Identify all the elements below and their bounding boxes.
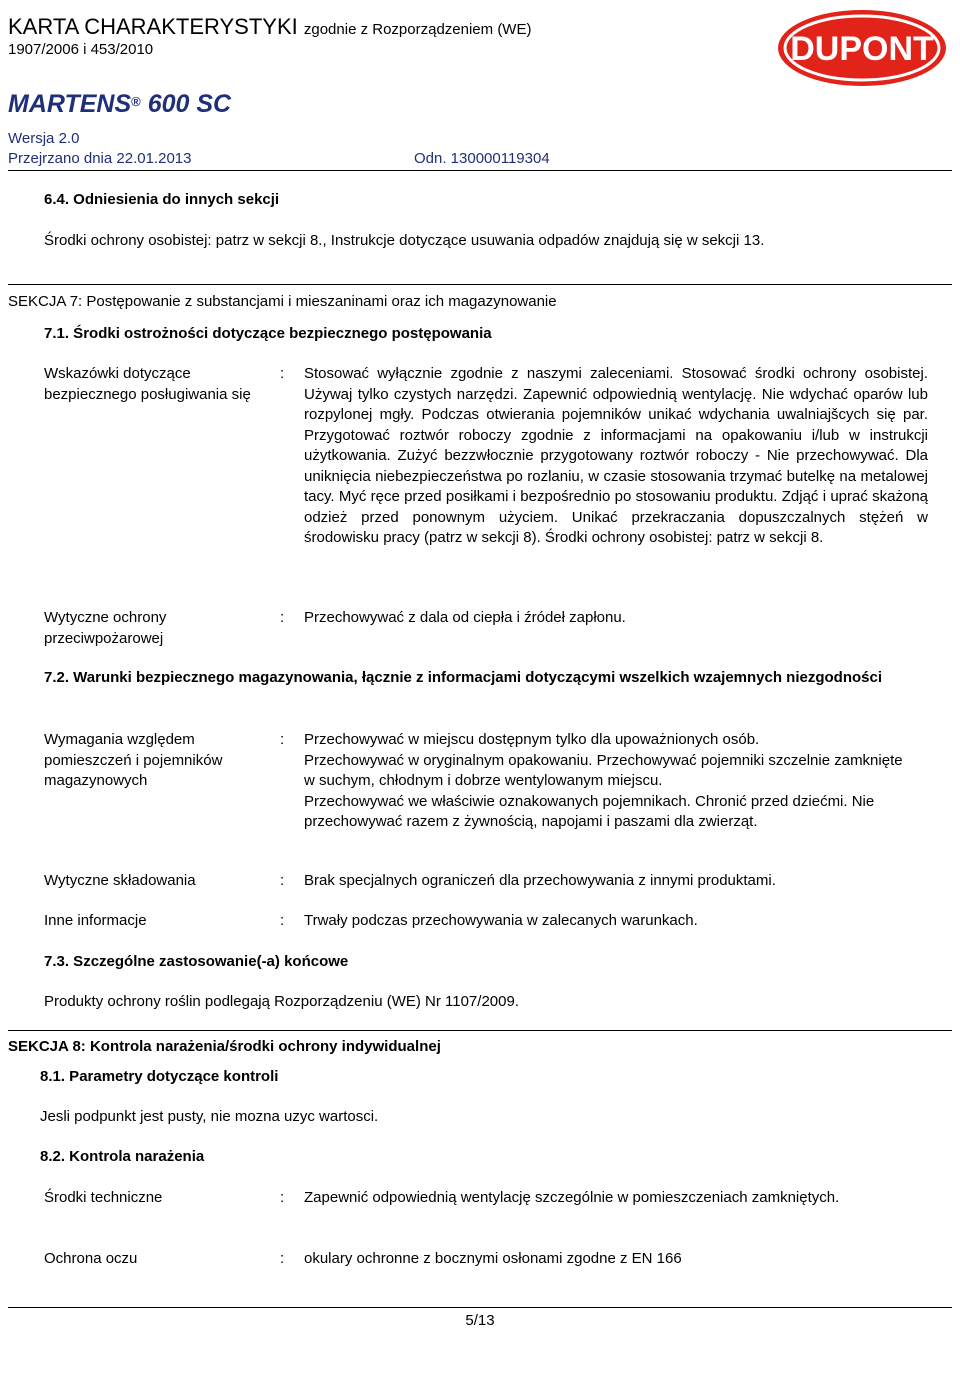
colon: : bbox=[280, 1189, 285, 1206]
document-title bbox=[8, 14, 531, 43]
s8-1-text: Jesli podpunkt jest pusty, nie mozna uzyc wartosci. bbox=[40, 1108, 379, 1125]
dupont-logo bbox=[776, 8, 948, 88]
colon: : bbox=[280, 1250, 285, 1267]
technical-measures-label: Środki techniczne bbox=[44, 1189, 163, 1206]
revision-date: Przejrzano dnia 22.01.2013 bbox=[8, 150, 192, 167]
fire-protection-label: Wytyczne ochrony przeciwpożarowej bbox=[44, 609, 167, 647]
colon: : bbox=[280, 609, 285, 626]
safe-handling-label: Wskazówki dotyczące bezpiecznego posługiwania się bbox=[44, 365, 251, 403]
s7-1-heading: 7.1. Środki ostrożności dotyczące bezpiecznego postępowania bbox=[44, 325, 492, 342]
eye-protection-label: Ochrona oczu bbox=[44, 1250, 138, 1267]
s8-1-heading: 8.1. Parametry dotyczące kontroli bbox=[40, 1068, 279, 1085]
logo-wordmark: DUPONT bbox=[790, 30, 934, 68]
safe-handling-value: Stosować wyłącznie zgodnie z naszymi zaleceniami. Stosować środki ochrony osobistej. Używaj tylko czystych narzędzi. Zapewnić odpowiednią wentylację. Nie wdychać oparów lub rozpylonej mgły. Podczas otwierania pojemników unikać wdychania uwalniajšcych się par. Przygotować roztwór roboczy zgodnie z informacjami na opakowaniu i/lub w instrukcji użytkowania. Zużyć bezzwłocznie przygotowany roztwór roboczy - Nie przechowywać. Dla uniknięcia niebezpieczeństwa po rozlaniu, w czasie stosowania trzymać butelkę na metalowej tacy. Myć ręce przed posiłkami i bezpośrednio po stosowaniu produktu. Zdjąć i uprać skażoną odzież przed ponownym użyciem. Unikać przekraczania dopuszczalnych stężeń w środowisku pracy (patrz w sekcji 8). Środki ochrony osobistej: patrz w sekcji 8. bbox=[304, 365, 928, 546]
title-sub: zgodnie z Rozporządzeniem (WE) bbox=[303, 21, 532, 38]
regulation-reference: 1907/2006 i 453/2010 bbox=[8, 41, 154, 58]
fire-protection-value: Przechowywać z dala od ciepła i źródeł zapłonu. bbox=[304, 609, 626, 626]
storage-guidelines-label: Wytyczne składowania bbox=[44, 872, 196, 889]
storage-requirements-label: Wymagania względem pomieszczeń i pojemników magazynowych bbox=[44, 731, 223, 789]
order-number: Odn. 130000119304 bbox=[414, 150, 550, 167]
storage-requirements-value bbox=[304, 730, 904, 833]
section-8-divider bbox=[8, 1030, 952, 1031]
storage-line: Przechowywać we właściwie oznakowanych pojemnikach. Chronić przed dziećmi. Nie przechowywać razem z żywnością, napojami i paszami dla zwierząt. bbox=[304, 792, 875, 830]
colon: : bbox=[280, 365, 285, 382]
product-brand: MARTENS bbox=[8, 90, 132, 118]
header-divider bbox=[8, 170, 952, 171]
colon: : bbox=[280, 912, 285, 929]
product-code: 600 SC bbox=[147, 90, 232, 118]
page-number: 5/13 bbox=[465, 1312, 495, 1329]
colon: : bbox=[280, 731, 285, 748]
other-info-label: Inne informacje bbox=[44, 912, 147, 929]
s7-3-text: Produkty ochrony roślin podlegają Rozporządzeniu (WE) Nr 1107/2009. bbox=[44, 993, 519, 1010]
footer-divider bbox=[8, 1307, 952, 1308]
version: Wersja 2.0 bbox=[8, 130, 80, 147]
technical-measures-value: Zapewnić odpowiednią wentylację szczególnie w pomieszczeniach zamkniętych. bbox=[304, 1189, 840, 1206]
registered-mark: ® bbox=[131, 94, 141, 109]
storage-line: Przechowywać w oryginalnym opakowaniu. Przechowywać pojemniki szczelnie zamknięte w suchym, chłodnym i dobrze wentylowanym miejscu. bbox=[304, 751, 903, 789]
s6-4-text: Środki ochrony osobistej: patrz w sekcji 8., Instrukcje dotyczące usuwania odpadów znajdują się w sekcji 13. bbox=[44, 232, 765, 249]
section-8-heading: SEKCJA 8: Kontrola narażenia/środki ochrony indywidualnej bbox=[8, 1038, 441, 1055]
title-main: KARTA CHARAKTERYSTYKI bbox=[8, 14, 298, 39]
storage-line: Przechowywać w miejscu dostępnym tylko dla upoważnionych osób. bbox=[304, 731, 760, 748]
s8-2-heading: 8.2. Kontrola narażenia bbox=[40, 1148, 205, 1165]
s7-2-heading: 7.2. Warunki bezpiecznego magazynowania, łącznie z informacjami dotyczącymi wszelkich wzajemnych niezgodności bbox=[44, 669, 883, 686]
product-name bbox=[8, 89, 231, 119]
colon: : bbox=[280, 872, 285, 889]
section-7-divider bbox=[8, 284, 952, 285]
s6-4-heading: 6.4. Odniesienia do innych sekcji bbox=[44, 191, 280, 208]
other-info-value: Trwały podczas przechowywania w zalecanych warunkach. bbox=[304, 912, 698, 929]
section-7-heading: SEKCJA 7: Postępowanie z substancjami i mieszaninami oraz ich magazynowanie bbox=[8, 293, 557, 310]
eye-protection-value: okulary ochronne z bocznymi osłonami zgodne z EN 166 bbox=[304, 1250, 682, 1267]
storage-guidelines-value: Brak specjalnych ograniczeń dla przechowywania z innymi produktami. bbox=[304, 872, 776, 889]
s7-3-heading: 7.3. Szczególne zastosowanie(-a) końcowe bbox=[44, 953, 349, 970]
